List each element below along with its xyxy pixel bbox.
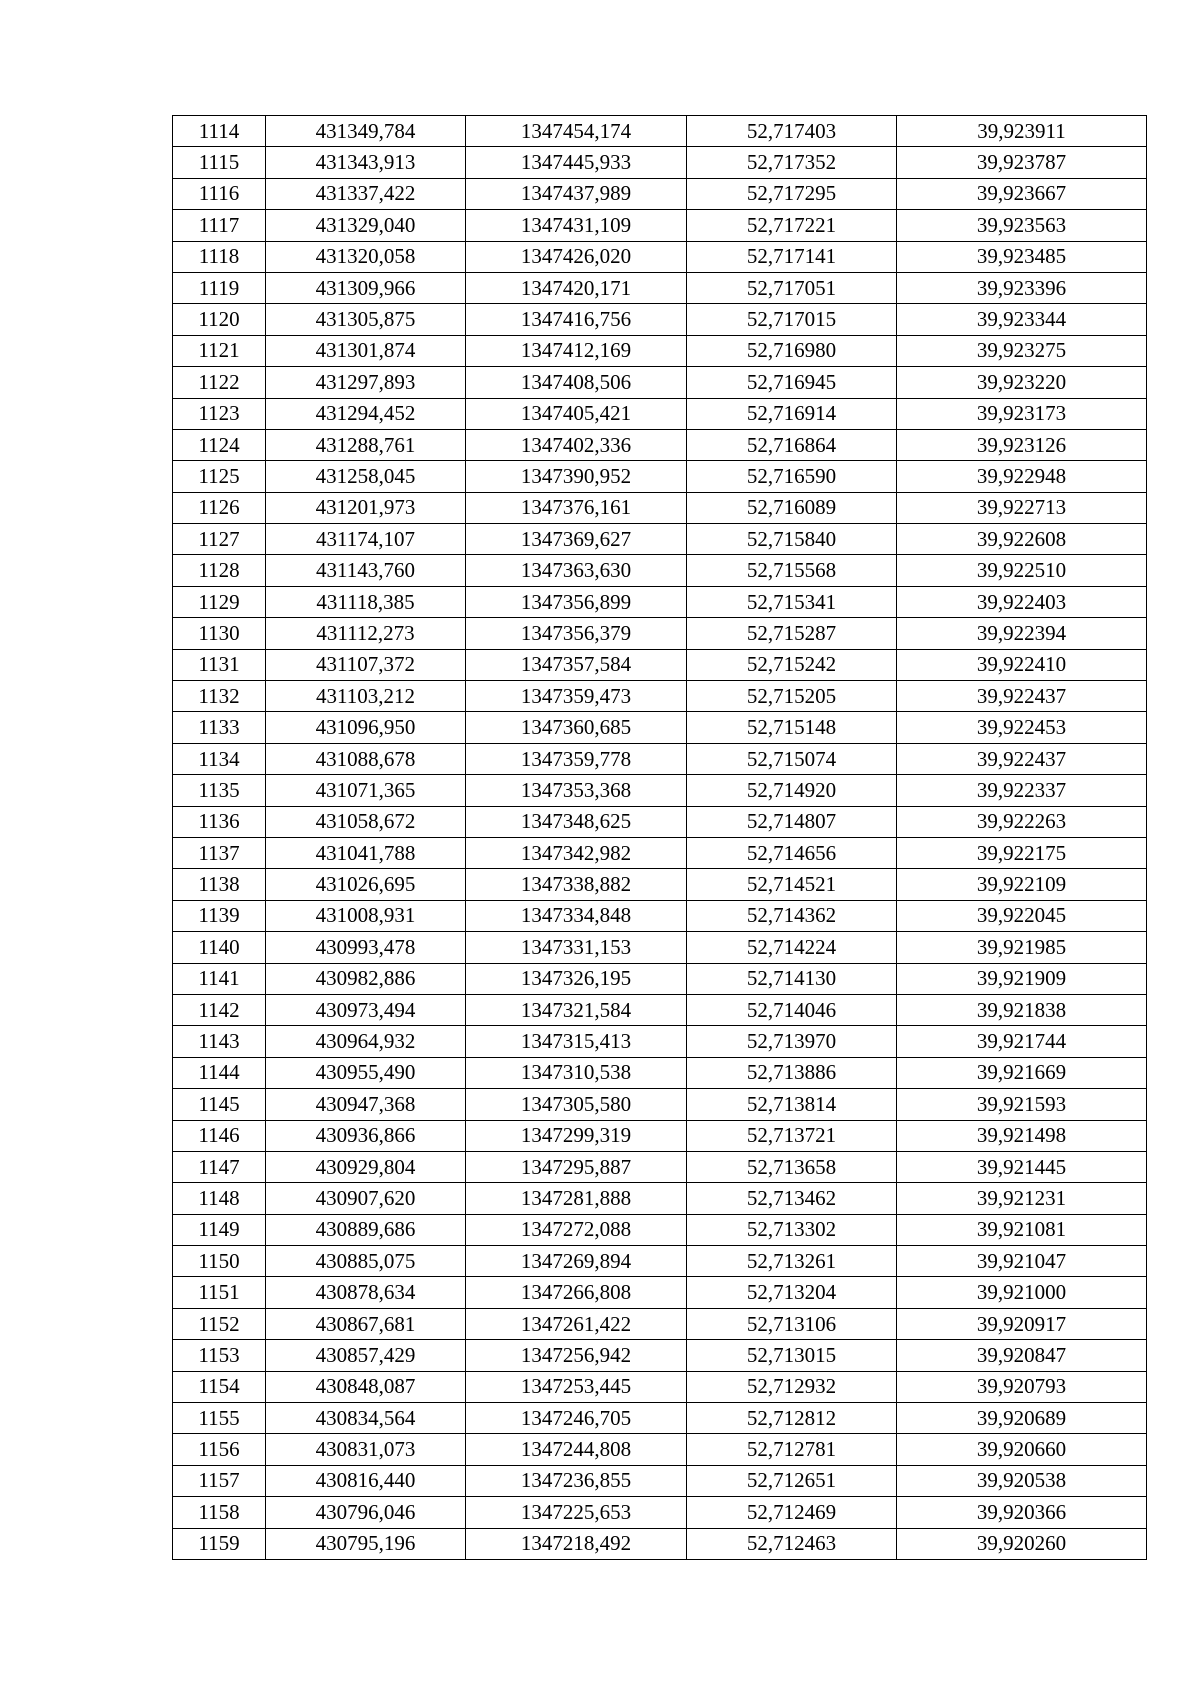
point-number-cell: 1126 [173, 492, 266, 523]
longitude-cell: 39,920260 [897, 1528, 1147, 1559]
y-coordinate-cell: 1347334,848 [466, 900, 687, 931]
latitude-cell: 52,713204 [687, 1277, 897, 1308]
x-coordinate-cell: 431301,874 [266, 335, 466, 366]
longitude-cell: 39,922510 [897, 555, 1147, 586]
point-number-cell: 1119 [173, 272, 266, 303]
table-row [173, 837, 1147, 868]
point-number-cell: 1118 [173, 241, 266, 272]
point-number-cell: 1131 [173, 649, 266, 680]
point-number-cell: 1122 [173, 367, 266, 398]
table-row [173, 241, 1147, 272]
table-row [173, 743, 1147, 774]
point-number-cell: 1140 [173, 932, 266, 963]
latitude-cell: 52,715840 [687, 524, 897, 555]
y-coordinate-cell: 1347269,894 [466, 1246, 687, 1277]
point-number-cell: 1156 [173, 1434, 266, 1465]
y-coordinate-cell: 1347261,422 [466, 1308, 687, 1339]
table-row [173, 994, 1147, 1025]
table-row [173, 1497, 1147, 1528]
y-coordinate-cell: 1347338,882 [466, 869, 687, 900]
longitude-cell: 39,923396 [897, 272, 1147, 303]
y-coordinate-cell: 1347420,171 [466, 272, 687, 303]
latitude-cell: 52,714521 [687, 869, 897, 900]
longitude-cell: 39,923173 [897, 398, 1147, 429]
longitude-cell: 39,922713 [897, 492, 1147, 523]
longitude-cell: 39,923220 [897, 367, 1147, 398]
longitude-cell: 39,921838 [897, 994, 1147, 1025]
table-row [173, 272, 1147, 303]
point-number-cell: 1132 [173, 681, 266, 712]
x-coordinate-cell: 431008,931 [266, 900, 466, 931]
table-row [173, 116, 1147, 147]
latitude-cell: 52,712651 [687, 1465, 897, 1496]
y-coordinate-cell: 1347236,855 [466, 1465, 687, 1496]
x-coordinate-cell: 431107,372 [266, 649, 466, 680]
point-number-cell: 1125 [173, 461, 266, 492]
table-row [173, 1434, 1147, 1465]
table-row [173, 1026, 1147, 1057]
latitude-cell: 52,717403 [687, 116, 897, 147]
x-coordinate-cell: 430929,804 [266, 1151, 466, 1182]
y-coordinate-cell: 1347342,982 [466, 837, 687, 868]
point-number-cell: 1121 [173, 335, 266, 366]
table-row [173, 1277, 1147, 1308]
latitude-cell: 52,714656 [687, 837, 897, 868]
x-coordinate-cell: 430867,681 [266, 1308, 466, 1339]
x-coordinate-cell: 430993,478 [266, 932, 466, 963]
latitude-cell: 52,717051 [687, 272, 897, 303]
latitude-cell: 52,715205 [687, 681, 897, 712]
table-row [173, 586, 1147, 617]
y-coordinate-cell: 1347390,952 [466, 461, 687, 492]
longitude-cell: 39,923667 [897, 178, 1147, 209]
table-row [173, 335, 1147, 366]
x-coordinate-cell: 431349,784 [266, 116, 466, 147]
y-coordinate-cell: 1347256,942 [466, 1340, 687, 1371]
latitude-cell: 52,713106 [687, 1308, 897, 1339]
point-number-cell: 1158 [173, 1497, 266, 1528]
table-row [173, 210, 1147, 241]
point-number-cell: 1147 [173, 1151, 266, 1182]
longitude-cell: 39,923485 [897, 241, 1147, 272]
y-coordinate-cell: 1347326,195 [466, 963, 687, 994]
longitude-cell: 39,923563 [897, 210, 1147, 241]
latitude-cell: 52,717221 [687, 210, 897, 241]
x-coordinate-cell: 431174,107 [266, 524, 466, 555]
x-coordinate-cell: 431337,422 [266, 178, 466, 209]
y-coordinate-cell: 1347246,705 [466, 1403, 687, 1434]
y-coordinate-cell: 1347357,584 [466, 649, 687, 680]
table-row [173, 932, 1147, 963]
x-coordinate-cell: 431343,913 [266, 147, 466, 178]
latitude-cell: 52,716945 [687, 367, 897, 398]
point-number-cell: 1139 [173, 900, 266, 931]
table-row [173, 429, 1147, 460]
table-row [173, 1089, 1147, 1120]
y-coordinate-cell: 1347416,756 [466, 304, 687, 335]
y-coordinate-cell: 1347431,109 [466, 210, 687, 241]
y-coordinate-cell: 1347331,153 [466, 932, 687, 963]
x-coordinate-cell: 430982,886 [266, 963, 466, 994]
longitude-cell: 39,920689 [897, 1403, 1147, 1434]
y-coordinate-cell: 1347244,808 [466, 1434, 687, 1465]
x-coordinate-cell: 431297,893 [266, 367, 466, 398]
longitude-cell: 39,922337 [897, 775, 1147, 806]
x-coordinate-cell: 430816,440 [266, 1465, 466, 1496]
y-coordinate-cell: 1347295,887 [466, 1151, 687, 1182]
x-coordinate-cell: 430947,368 [266, 1089, 466, 1120]
latitude-cell: 52,714130 [687, 963, 897, 994]
longitude-cell: 39,921985 [897, 932, 1147, 963]
longitude-cell: 39,922437 [897, 681, 1147, 712]
table-row [173, 555, 1147, 586]
point-number-cell: 1120 [173, 304, 266, 335]
longitude-cell: 39,921047 [897, 1246, 1147, 1277]
y-coordinate-cell: 1347369,627 [466, 524, 687, 555]
table-row [173, 1151, 1147, 1182]
y-coordinate-cell: 1347356,379 [466, 618, 687, 649]
latitude-cell: 52,714920 [687, 775, 897, 806]
point-number-cell: 1146 [173, 1120, 266, 1151]
point-number-cell: 1153 [173, 1340, 266, 1371]
latitude-cell: 52,717141 [687, 241, 897, 272]
table-row [173, 1371, 1147, 1402]
point-number-cell: 1123 [173, 398, 266, 429]
x-coordinate-cell: 431112,273 [266, 618, 466, 649]
y-coordinate-cell: 1347281,888 [466, 1183, 687, 1214]
longitude-cell: 39,921593 [897, 1089, 1147, 1120]
longitude-cell: 39,920538 [897, 1465, 1147, 1496]
y-coordinate-cell: 1347310,538 [466, 1057, 687, 1088]
y-coordinate-cell: 1347272,088 [466, 1214, 687, 1245]
latitude-cell: 52,716980 [687, 335, 897, 366]
x-coordinate-cell: 431258,045 [266, 461, 466, 492]
y-coordinate-cell: 1347454,174 [466, 116, 687, 147]
point-number-cell: 1128 [173, 555, 266, 586]
table-row [173, 304, 1147, 335]
longitude-cell: 39,922608 [897, 524, 1147, 555]
x-coordinate-cell: 430889,686 [266, 1214, 466, 1245]
latitude-cell: 52,712469 [687, 1497, 897, 1528]
y-coordinate-cell: 1347225,653 [466, 1497, 687, 1528]
longitude-cell: 39,921669 [897, 1057, 1147, 1088]
longitude-cell: 39,921231 [897, 1183, 1147, 1214]
latitude-cell: 52,712812 [687, 1403, 897, 1434]
table-row [173, 1403, 1147, 1434]
latitude-cell: 52,713658 [687, 1151, 897, 1182]
point-number-cell: 1142 [173, 994, 266, 1025]
latitude-cell: 52,713302 [687, 1214, 897, 1245]
y-coordinate-cell: 1347266,808 [466, 1277, 687, 1308]
y-coordinate-cell: 1347299,319 [466, 1120, 687, 1151]
table-row [173, 900, 1147, 931]
point-number-cell: 1141 [173, 963, 266, 994]
x-coordinate-cell: 431309,966 [266, 272, 466, 303]
x-coordinate-cell: 431118,385 [266, 586, 466, 617]
longitude-cell: 39,923344 [897, 304, 1147, 335]
table-row [173, 1308, 1147, 1339]
x-coordinate-cell: 430955,490 [266, 1057, 466, 1088]
latitude-cell: 52,712463 [687, 1528, 897, 1559]
y-coordinate-cell: 1347360,685 [466, 712, 687, 743]
x-coordinate-cell: 431096,950 [266, 712, 466, 743]
y-coordinate-cell: 1347445,933 [466, 147, 687, 178]
point-number-cell: 1124 [173, 429, 266, 460]
latitude-cell: 52,717352 [687, 147, 897, 178]
point-number-cell: 1129 [173, 586, 266, 617]
table-row [173, 775, 1147, 806]
latitude-cell: 52,715074 [687, 743, 897, 774]
longitude-cell: 39,920917 [897, 1308, 1147, 1339]
point-number-cell: 1159 [173, 1528, 266, 1559]
longitude-cell: 39,922175 [897, 837, 1147, 868]
x-coordinate-cell: 431088,678 [266, 743, 466, 774]
latitude-cell: 52,717015 [687, 304, 897, 335]
table-row [173, 1528, 1147, 1559]
table-row [173, 649, 1147, 680]
latitude-cell: 52,713015 [687, 1340, 897, 1371]
x-coordinate-cell: 430885,075 [266, 1246, 466, 1277]
table-row [173, 461, 1147, 492]
latitude-cell: 52,715568 [687, 555, 897, 586]
x-coordinate-cell: 431143,760 [266, 555, 466, 586]
coordinates-table-body [173, 116, 1147, 1560]
x-coordinate-cell: 431071,365 [266, 775, 466, 806]
latitude-cell: 52,713721 [687, 1120, 897, 1151]
table-row [173, 398, 1147, 429]
table-row [173, 147, 1147, 178]
y-coordinate-cell: 1347253,445 [466, 1371, 687, 1402]
table-row [173, 1057, 1147, 1088]
latitude-cell: 52,715148 [687, 712, 897, 743]
table-row [173, 1183, 1147, 1214]
x-coordinate-cell: 430796,046 [266, 1497, 466, 1528]
latitude-cell: 52,716914 [687, 398, 897, 429]
x-coordinate-cell: 431026,695 [266, 869, 466, 900]
longitude-cell: 39,922045 [897, 900, 1147, 931]
point-number-cell: 1143 [173, 1026, 266, 1057]
table-row [173, 712, 1147, 743]
point-number-cell: 1148 [173, 1183, 266, 1214]
point-number-cell: 1130 [173, 618, 266, 649]
point-number-cell: 1134 [173, 743, 266, 774]
y-coordinate-cell: 1347353,368 [466, 775, 687, 806]
x-coordinate-cell: 430848,087 [266, 1371, 466, 1402]
point-number-cell: 1145 [173, 1089, 266, 1120]
longitude-cell: 39,920847 [897, 1340, 1147, 1371]
point-number-cell: 1155 [173, 1403, 266, 1434]
point-number-cell: 1150 [173, 1246, 266, 1277]
table-row [173, 1214, 1147, 1245]
point-number-cell: 1127 [173, 524, 266, 555]
longitude-cell: 39,920660 [897, 1434, 1147, 1465]
y-coordinate-cell: 1347405,421 [466, 398, 687, 429]
x-coordinate-cell: 430834,564 [266, 1403, 466, 1434]
y-coordinate-cell: 1347376,161 [466, 492, 687, 523]
x-coordinate-cell: 431320,058 [266, 241, 466, 272]
latitude-cell: 52,716089 [687, 492, 897, 523]
y-coordinate-cell: 1347426,020 [466, 241, 687, 272]
x-coordinate-cell: 430795,196 [266, 1528, 466, 1559]
latitude-cell: 52,713814 [687, 1089, 897, 1120]
x-coordinate-cell: 430878,634 [266, 1277, 466, 1308]
y-coordinate-cell: 1347363,630 [466, 555, 687, 586]
latitude-cell: 52,716864 [687, 429, 897, 460]
point-number-cell: 1114 [173, 116, 266, 147]
x-coordinate-cell: 430857,429 [266, 1340, 466, 1371]
y-coordinate-cell: 1347437,989 [466, 178, 687, 209]
latitude-cell: 52,715341 [687, 586, 897, 617]
latitude-cell: 52,713970 [687, 1026, 897, 1057]
y-coordinate-cell: 1347412,169 [466, 335, 687, 366]
longitude-cell: 39,922948 [897, 461, 1147, 492]
table-row [173, 178, 1147, 209]
table-row [173, 367, 1147, 398]
latitude-cell: 52,714224 [687, 932, 897, 963]
longitude-cell: 39,923911 [897, 116, 1147, 147]
longitude-cell: 39,923275 [897, 335, 1147, 366]
table-row [173, 618, 1147, 649]
point-number-cell: 1149 [173, 1214, 266, 1245]
y-coordinate-cell: 1347218,492 [466, 1528, 687, 1559]
point-number-cell: 1117 [173, 210, 266, 241]
y-coordinate-cell: 1347321,584 [466, 994, 687, 1025]
latitude-cell: 52,712932 [687, 1371, 897, 1402]
longitude-cell: 39,921000 [897, 1277, 1147, 1308]
longitude-cell: 39,923126 [897, 429, 1147, 460]
table-row [173, 1340, 1147, 1371]
x-coordinate-cell: 431058,672 [266, 806, 466, 837]
longitude-cell: 39,922263 [897, 806, 1147, 837]
x-coordinate-cell: 431294,452 [266, 398, 466, 429]
point-number-cell: 1154 [173, 1371, 266, 1402]
point-number-cell: 1115 [173, 147, 266, 178]
latitude-cell: 52,713886 [687, 1057, 897, 1088]
y-coordinate-cell: 1347315,413 [466, 1026, 687, 1057]
table-row [173, 1120, 1147, 1151]
longitude-cell: 39,922394 [897, 618, 1147, 649]
longitude-cell: 39,922453 [897, 712, 1147, 743]
longitude-cell: 39,922403 [897, 586, 1147, 617]
x-coordinate-cell: 431305,875 [266, 304, 466, 335]
point-number-cell: 1152 [173, 1308, 266, 1339]
longitude-cell: 39,922410 [897, 649, 1147, 680]
y-coordinate-cell: 1347359,778 [466, 743, 687, 774]
table-row [173, 492, 1147, 523]
longitude-cell: 39,921909 [897, 963, 1147, 994]
x-coordinate-cell: 430964,932 [266, 1026, 466, 1057]
longitude-cell: 39,921498 [897, 1120, 1147, 1151]
longitude-cell: 39,922109 [897, 869, 1147, 900]
x-coordinate-cell: 431288,761 [266, 429, 466, 460]
x-coordinate-cell: 430831,073 [266, 1434, 466, 1465]
table-row [173, 524, 1147, 555]
y-coordinate-cell: 1347402,336 [466, 429, 687, 460]
table-row [173, 806, 1147, 837]
longitude-cell: 39,921445 [897, 1151, 1147, 1182]
x-coordinate-cell: 430936,866 [266, 1120, 466, 1151]
latitude-cell: 52,713261 [687, 1246, 897, 1277]
point-number-cell: 1157 [173, 1465, 266, 1496]
y-coordinate-cell: 1347305,580 [466, 1089, 687, 1120]
longitude-cell: 39,921744 [897, 1026, 1147, 1057]
latitude-cell: 52,714807 [687, 806, 897, 837]
point-number-cell: 1133 [173, 712, 266, 743]
table-row [173, 963, 1147, 994]
longitude-cell: 39,923787 [897, 147, 1147, 178]
latitude-cell: 52,713462 [687, 1183, 897, 1214]
table-row [173, 1246, 1147, 1277]
table-row [173, 1465, 1147, 1496]
latitude-cell: 52,714362 [687, 900, 897, 931]
longitude-cell: 39,920366 [897, 1497, 1147, 1528]
x-coordinate-cell: 430973,494 [266, 994, 466, 1025]
x-coordinate-cell: 431329,040 [266, 210, 466, 241]
table-row [173, 681, 1147, 712]
coordinates-table [172, 115, 1147, 1560]
latitude-cell: 52,715242 [687, 649, 897, 680]
latitude-cell: 52,712781 [687, 1434, 897, 1465]
x-coordinate-cell: 431201,973 [266, 492, 466, 523]
x-coordinate-cell: 430907,620 [266, 1183, 466, 1214]
latitude-cell: 52,716590 [687, 461, 897, 492]
longitude-cell: 39,920793 [897, 1371, 1147, 1402]
longitude-cell: 39,921081 [897, 1214, 1147, 1245]
point-number-cell: 1137 [173, 837, 266, 868]
table-row [173, 869, 1147, 900]
y-coordinate-cell: 1347356,899 [466, 586, 687, 617]
latitude-cell: 52,717295 [687, 178, 897, 209]
y-coordinate-cell: 1347408,506 [466, 367, 687, 398]
y-coordinate-cell: 1347359,473 [466, 681, 687, 712]
longitude-cell: 39,922437 [897, 743, 1147, 774]
point-number-cell: 1151 [173, 1277, 266, 1308]
x-coordinate-cell: 431103,212 [266, 681, 466, 712]
point-number-cell: 1116 [173, 178, 266, 209]
point-number-cell: 1135 [173, 775, 266, 806]
y-coordinate-cell: 1347348,625 [466, 806, 687, 837]
point-number-cell: 1144 [173, 1057, 266, 1088]
latitude-cell: 52,715287 [687, 618, 897, 649]
point-number-cell: 1136 [173, 806, 266, 837]
latitude-cell: 52,714046 [687, 994, 897, 1025]
x-coordinate-cell: 431041,788 [266, 837, 466, 868]
point-number-cell: 1138 [173, 869, 266, 900]
